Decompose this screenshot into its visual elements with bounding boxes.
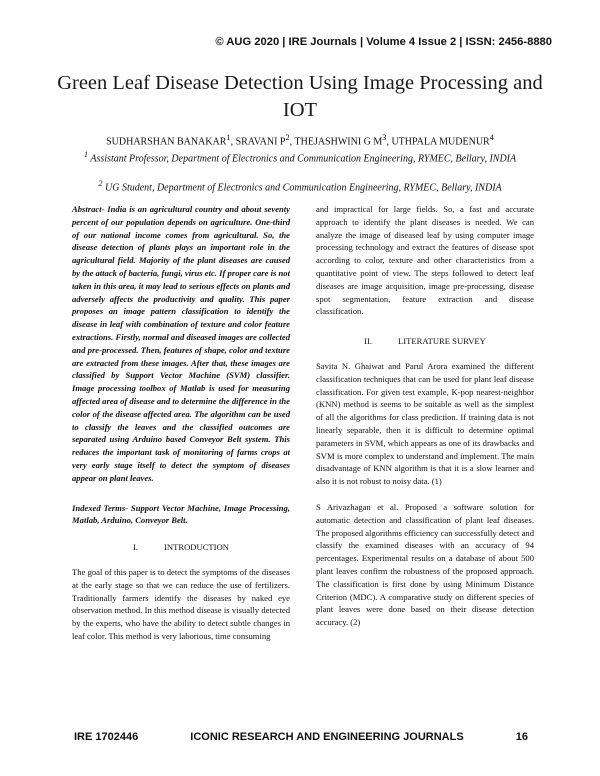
author-name: UTHPALA MUDENUR bbox=[391, 136, 490, 148]
section-number: II. bbox=[364, 336, 372, 347]
author-sup: 2 bbox=[285, 133, 290, 142]
author-name: SRAVANI P bbox=[235, 136, 286, 148]
footer-journal-name: ICONIC RESEARCH AND ENGINEERING JOURNALS bbox=[190, 731, 464, 743]
section-title: LITERATURE SURVEY bbox=[398, 336, 486, 347]
literature-paragraph-1: Savita N. Ghaiwat and Parul Arora examined the different classification techniques that can be used for plant leaf disease classification. For given test example, K-pop nearest-neighbor (KNN) method is seems to be suitable as well as the simplest of all the algorithms for class prediction. If training data is not linearly separable, then it is difficult to determine optimal parameters in SVM, which appears as one of its drawbacks and SVM is more complex to understand and implement. The main disadvantage of KNN algorithm is that it is a slow learner and also it is not robust to noisy data. (1) bbox=[316, 360, 534, 487]
author-name: THEJASHWINI G M bbox=[294, 136, 383, 148]
paper-title: Green Leaf Disease Detection Using Image Processing and IOT bbox=[57, 72, 543, 121]
section-heading-literature-survey bbox=[316, 335, 534, 348]
author-name: SUDHARSHAN BANAKAR bbox=[106, 136, 227, 148]
left-column bbox=[72, 203, 290, 643]
literature-paragraph-2: S Arivazhagan et al. Proposed a software solution for automatic detection and classification of plant leaf diseases. The proposed algorithms efficiency can successfully detect and classify the examined diseases with an accuracy of 94 percentages. Experimental results on a database of about 500 plant leaves confirm the robustness of the proposed approach. The classification is first done by using Minimum Distance Criterion (MDC). A comparative study on different species of plant leaves were done based on their disease detection accuracy. (2) bbox=[316, 501, 534, 628]
author-sup: 3 bbox=[382, 133, 387, 142]
footer-page-number: 16 bbox=[515, 731, 528, 743]
abstract: Abstract- India is an agricultural country and about seventy percent of our population depends on agriculture. One-third of our national income comes from agricultural. So, the disease detection of plants plays an important role in the agricultural field. Majority of the plant diseases are caused by the attack of bacteria, fungi, virus etc. If proper care is not taken in this area, it may lead to serious effects on plants and adversely affects the productivity and quality. This paper proposes an image pattern classification to identify the disease in leaf with combination of texture and color feature extractions. Firstly, normal and diseased images are collected and pre-processed. Then, features of shape, color and texture are extracted from these images. After that, these images are classified by Support Vector Machine (SVM) classifier. Image processing toolbox of Matlab is used for measuring affected area of disease and to determine the difference in the color of the disease affected area. The algorithm can be used to classify the leaves and the classified outcomes are separated using Arduino based Conveyor Belt system. This reduces the important task of monitoring of farms crops at very early stage itself to detect the symptom of diseases appear on plant leaves. bbox=[72, 204, 290, 483]
affiliation-text: UG Student, Department of Electronics and Communication Engineering, RYMEC, Bellary, INDIA bbox=[105, 182, 502, 194]
introduction-continued: and impractical for large fields. So, a fast and accurate approach to identify the plant diseases is needed. We can analyze the image of diseased leaf by using computer image processing technology and extract the features of disease spot according to color, texture and other characteristics from a quantitative point of view. The steps followed to detect leaf diseases are image acquisition, image pre-processing, disease spot segmentation, feature extraction and disease classification. bbox=[316, 204, 534, 317]
section-heading-introduction bbox=[72, 541, 290, 554]
section-number: I. bbox=[133, 542, 139, 553]
author-list: SUDHARSHAN BANAKAR$^1$, SRAVANI $P^2$, THEJASHWINI G $M^3$, UTHPALA MUDENUR$^4$ bbox=[106, 133, 494, 148]
affiliation-sup: 1 bbox=[83, 150, 89, 159]
affiliation-sup: 2 bbox=[98, 179, 103, 188]
introduction-paragraph: The goal of this paper is to detect the symptoms of the diseases at the early stage so that we can reduce the use of fertilizers. Traditionally farmers identify the diseases by naked eye observation method. In this method disease is visually detected by the experts, who have the ability to detect subtle changes in leaf color. This method is very laborious, time consuming bbox=[72, 566, 290, 641]
section-title: INTRODUCTION bbox=[164, 542, 229, 553]
right-column bbox=[316, 203, 534, 629]
affiliation-1 bbox=[70, 148, 530, 166]
page-footer bbox=[74, 731, 528, 743]
footer-paper-id: IRE 1702446 bbox=[74, 731, 139, 743]
affiliation-text: Assistant Professor, Department of Electronics and Communication Engineering, RYMEC, Bellary, INDIA bbox=[90, 153, 517, 165]
author-sup: 1 bbox=[226, 133, 231, 142]
index-terms: Indexed Terms- Support Vector Machine, Image Processing, Matlab, Arduino, Conveyor Belt. bbox=[72, 502, 290, 526]
journal-header: © AUG 2020 | IRE Journals | Volume 4 Issue 2 | ISSN: 2456-8880 bbox=[215, 36, 552, 48]
author-sup: 4 bbox=[489, 133, 494, 142]
affiliation-2 bbox=[70, 177, 530, 195]
